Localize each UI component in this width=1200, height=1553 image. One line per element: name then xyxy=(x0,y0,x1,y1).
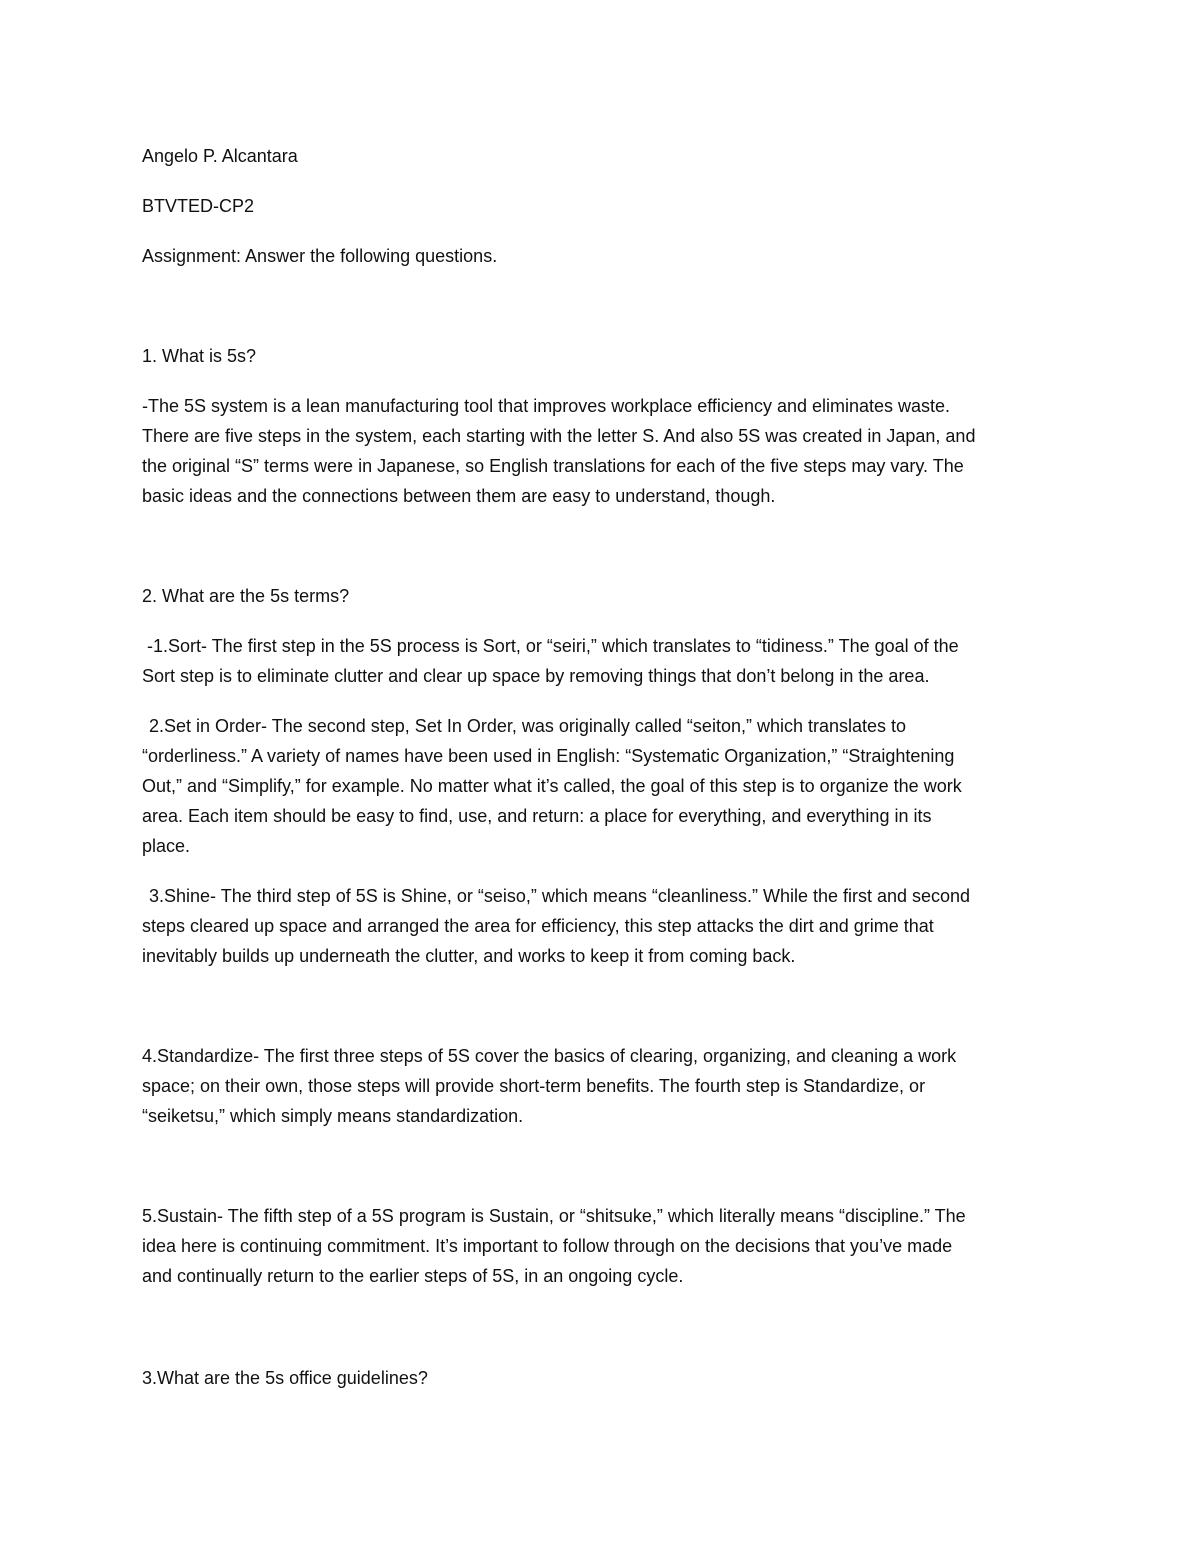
term-standardize-line: space; on their own, those steps will provide short-term benefits. The fourth step is Standardize, or xyxy=(142,1076,926,1096)
term-sort-line: -1.Sort- The first step in the 5S process is Sort, or “seiri,” which translates to “tidiness.” The goal of the xyxy=(147,636,959,656)
term-sustain-paragraph xyxy=(142,1201,1062,1291)
answer-1-line: basic ideas and the connections between them are easy to understand, though. xyxy=(142,486,776,506)
term-shine-paragraph xyxy=(142,881,1062,971)
term-set-in-order-line: “orderliness.” A variety of names have been used in English: “Systematic Organization,” “Straightening xyxy=(142,746,955,766)
term-shine-line: 3.Shine- The third step of 5S is Shine, or “seiso,” which means “cleanliness.” While the first and second xyxy=(149,886,971,906)
term-set-in-order-line: area. Each item should be easy to find, use, and return: a place for everything, and everything in its xyxy=(142,806,932,826)
answer-1-paragraph xyxy=(142,391,1062,511)
term-shine-line: inevitably builds up underneath the clutter, and works to keep it from coming back. xyxy=(142,946,796,966)
assignment-instruction: Assignment: Answer the following questions. xyxy=(142,246,498,266)
term-standardize-line: 4.Standardize- The first three steps of 5S cover the basics of clearing, organizing, and cleaning a work xyxy=(142,1046,957,1066)
term-sustain-line: 5.Sustain- The fifth step of a 5S program is Sustain, or “shitsuke,” which literally means “discipline.” The xyxy=(142,1206,966,1226)
term-standardize-paragraph xyxy=(142,1041,1062,1131)
answer-1-line: There are five steps in the system, each starting with the letter S. And also 5S was created in Japan, and xyxy=(142,426,976,446)
term-set-in-order-paragraph xyxy=(142,711,1062,861)
term-set-in-order-line: 2.Set in Order- The second step, Set In Order, was originally called “seiton,” which translates to xyxy=(149,716,907,736)
answer-1-line: -The 5S system is a lean manufacturing tool that improves workplace efficiency and eliminates waste. xyxy=(142,396,951,416)
term-sort-line: Sort step is to eliminate clutter and clear up space by removing things that don’t belong in the area. xyxy=(142,666,930,686)
term-sort-paragraph xyxy=(142,631,1067,691)
course-code: BTVTED-CP2 xyxy=(142,196,255,216)
term-sustain-line: idea here is continuing commitment. It’s important to follow through on the decisions that you’ve made xyxy=(142,1236,953,1256)
question-2: 2. What are the 5s terms? xyxy=(142,586,350,606)
author-name: Angelo P. Alcantara xyxy=(142,146,298,166)
term-standardize-line: “seiketsu,” which simply means standardization. xyxy=(142,1106,524,1126)
term-set-in-order-line: place. xyxy=(142,836,191,856)
term-sustain-line: and continually return to the earlier steps of 5S, in an ongoing cycle. xyxy=(142,1266,684,1286)
question-3: 3.What are the 5s office guidelines? xyxy=(142,1368,428,1388)
term-set-in-order-line: Out,” and “Simplify,” for example. No matter what it’s called, the goal of this step is to organize the work xyxy=(142,776,962,796)
term-shine-line: steps cleared up space and arranged the area for efficiency, this step attacks the dirt and grime that xyxy=(142,916,934,936)
question-1: 1. What is 5s? xyxy=(142,346,257,366)
answer-1-line: the original “S” terms were in Japanese, so English translations for each of the five steps may vary. The xyxy=(142,456,964,476)
